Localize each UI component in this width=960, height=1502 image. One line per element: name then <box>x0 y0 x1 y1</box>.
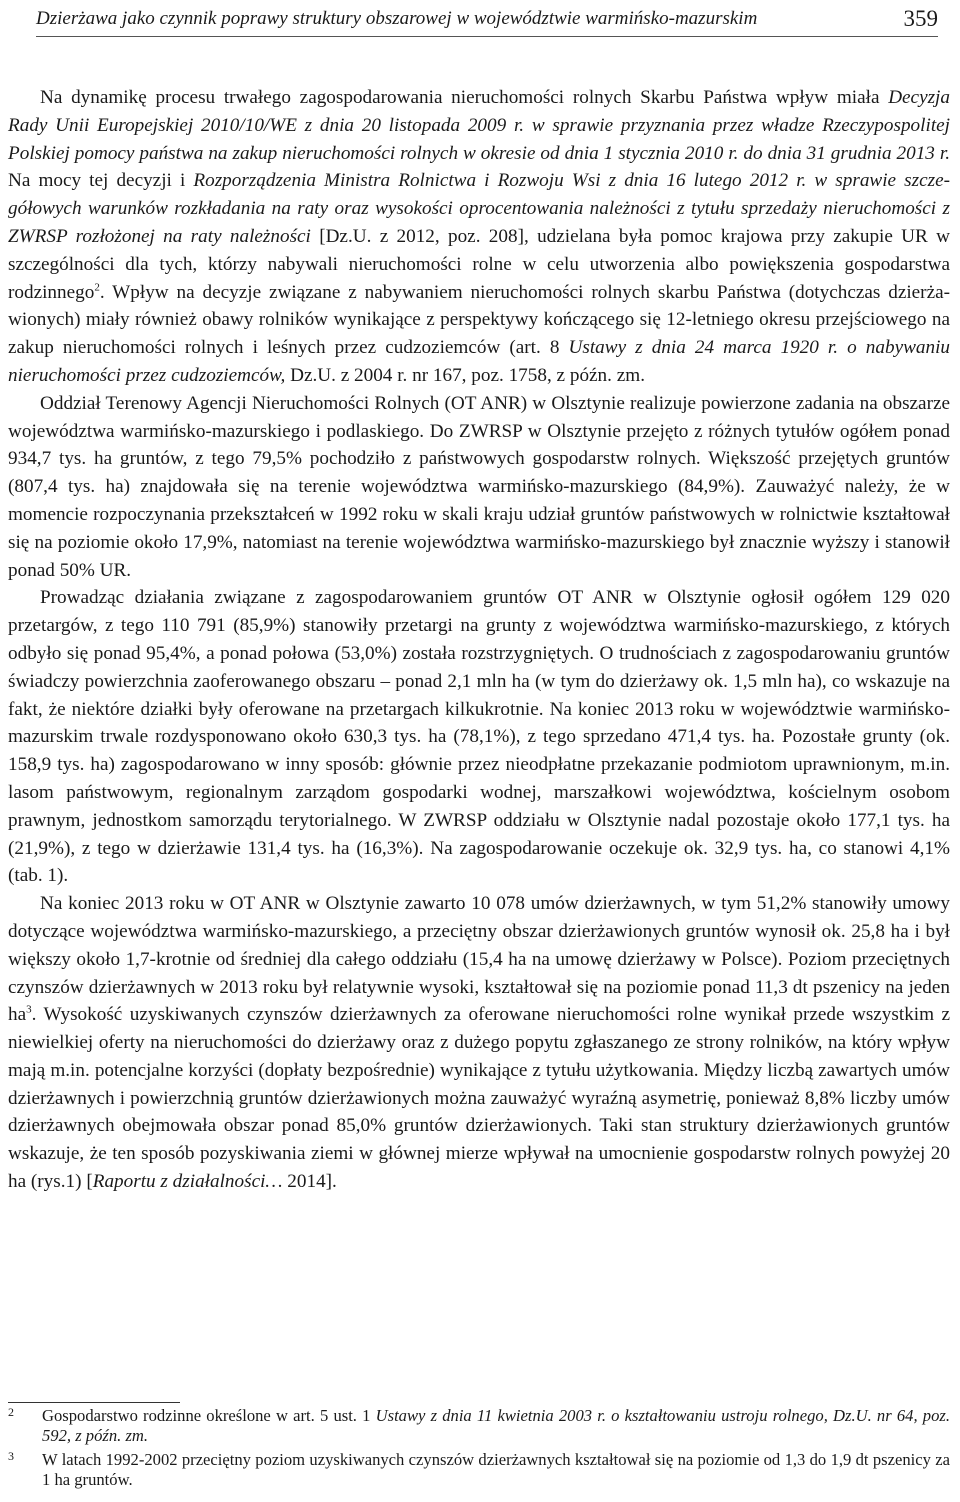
text-run: [Dz.U. z 2012, poz. 208], udzielana była pomoc krajowa przy zakupie UR w szczególności dla tych, którzy nabywali nieruchomości rolne w celu utworzenia albo powiększenia gospodarstwa rodzinnego <box>8 225 950 303</box>
text-run: Na koniec 2013 roku w OT ANR w Olsztynie zawarto 10 078 umów dzierżawnych, w tym 51,2% stanowiły umowy dotyczące województwa warmińsko-mazurskiego, a przeciętny obszar dzierżawionych gruntów wynosił ok. 25,8 ha i był większy około 1,7-krotnie od średniej dla całego oddziału (15,4 ha na umowę dzierżawy w Polsce). Poziom przeciętnych czynszów dzierżawnych w 2013 roku był relatywnie wysoki, kształtował się na poziomie ponad 11,3 dt pszenicy na jeden ha <box>8 893 950 1026</box>
text-run: . Wysokość uzyskiwanych czynszów dzierżawnych za oferowane nieruchomości rolne wynikał przede wszystkim z niewielkiej oferty na nieruchomości do dzierżawy oraz z dużego popytu zgłaszanego ze strony rolników, na który wpływ mają m.in. potencjalne korzyści (dopłaty bezpośrednie) wynikające z tytułu użytkowania. Między liczbą zawartych umów dzierżawnych i powierzchnią gruntów dzierżawionych można zauważyć wyraźną asymetrię, ponieważ 8,8% liczby umów dzierżawnych obejmowała obszar ponad 85,0% gruntów dzierżawionych. Taki stan struktury dzierżawionych gruntów wskazuje, że ten sposób pozyskiwania ziemi w głównej mierze wpływał na umocnienie gospodarstw rolnych powyżej 20 ha (rys.1) [ <box>8 1004 950 1193</box>
page-number: 359 <box>903 6 938 31</box>
footnote-number: 3 <box>8 1449 14 1463</box>
footnote-3 <box>8 1450 950 1490</box>
text-run: . Wpływ na decyzje związane z nabywaniem nieruchomości rolnych skarbu Państwa (dotychczas dzierżawionych) miały również obawy rolników wynikające z perspektywy kończącego się 12-letniego okresu przejściowego na zakup nieruchomości rolnych i leśnych przez cudzoziemców (art. 8 <box>8 281 950 359</box>
footnote-separator <box>8 1402 180 1403</box>
text-run: 2014]. <box>282 1171 337 1193</box>
text-run: W latach 1992-2002 przeciętny poziom uzyskiwanych czynszów dzierżawnych kształtował się na poziomie od 1,3 do 1,9 dt pszenicy za 1 ha gruntów. <box>42 1450 950 1489</box>
italic-run: Decyzja Rady Unii Europejskiej 2010/10/WE z dnia 20 listopada 2009 r. w sprawie przyznania przez władze Rzeczypospolitej Polskiej pomocy państwa na zakup nieruchomości rolnych w okresie od dnia 1 stycznia 2010 r. do dnia 31 grudnia 2013 r. <box>8 87 950 164</box>
paragraph-2: Oddział Terenowy Agencji Nieruchomości Rolnych (OT ANR) w Olsztynie realizuje powierzone zadania na obszarze województwa warmińsko-mazurskiego i podlaskiego. Do ZWRSP w Olsztynie przejęto z różnych tytułów ogółem ponad 934,7 tys. ha gruntów, z tego 79,5% pochodziło z państwowych gospodarstw rolnych. Większość przejętych gruntów (807,4 tys. ha) znajdowała się na terenie województwa warmińsko-mazurskiego (84,9%). Zauważyć należy, że w momencie rozpoczynania przekształceń w 1992 roku w skali kraju udział gruntów państwowych w rolnictwie kształtował się na poziomie około 17,9%, natomiast na terenie województwa warmińsko-mazurskiego był znacznie wyższy i stanowił ponad 50% UR. <box>8 392 950 581</box>
footnote-text <box>42 1406 950 1445</box>
footnotes <box>8 1406 950 1494</box>
text-run: Dz.U. z 2004 r. nr 167, poz. 1758, z późn. zm. <box>285 364 645 386</box>
running-title: Dzierżawa jako czynnik poprawy struktury obszarowej w województwie warmińsko-mazurskim <box>36 8 758 29</box>
running-header <box>36 2 938 37</box>
paragraph-4 <box>8 890 950 1196</box>
text-run: Gospodarstwo rodzinne określone w art. 5 ust. 1 <box>42 1406 376 1425</box>
footnote-ref: 3 <box>26 1003 32 1016</box>
italic-run: Raportu z działalności… <box>92 1171 283 1193</box>
paragraph-1 <box>8 84 950 390</box>
text-run: Na dynamikę procesu trwałego zagospodarowania nieruchomości rolnych Skarbu Państwa wpływ miała <box>40 87 889 108</box>
italic-run: Ustawy z dnia 11 kwietnia 2003 r. o kształtowaniu ustroju rolnego, Dz.U. nr 64, poz. 592, z późn. zm. <box>42 1406 950 1445</box>
footnote-2 <box>8 1406 950 1446</box>
paragraph-3: Prowadząc działania związane z zagospodarowaniem gruntów OT ANR w Olsztynie ogłosił ogółem 129 020 przetargów, z tego 110 791 (85,9%) stanowiły przetargi na grunty z województwa warmińsko-mazurskiego, z których odbyło się ponad 95,4%, a ponad połowa (53,0%) została rozstrzygniętych. O trudnościach z zagospodarowaniu gruntów świadczy powierzchnia zaoferowanego obszaru – ponad 2,1 mln ha (w tym do dzierżawy ok. 1,5 mln ha), co wskazuje na fakt, że niektóre działki były oferowane na przetargach kilkukrotnie. Na koniec 2013 roku w województwie warmińsko-mazurskim trwale rozdysponowano około 630,3 tys. ha (78,1%), z tego sprzedano 471,4 tys. ha. Pozostałe grunty (ok. 158,9 tys. ha) zagospodarowano w inny sposób: głównie przez nieodpłatne przekazanie podmiotom uprawnionym, m.in. lasom państwowym, regionalnym zarządom gospodarki wodnej, marszałkowi województwa, kościelnym osobom prawnym, jednostkom samorządu terytorialnego. W ZWRSP oddziału w Olsztynie nadal pozostaje około 177,1 tys. ha (21,9%), z tego w dzierżawie 131,4 tys. ha (16,3%). Na zagospodarowanie oczekuje ok. 32,9 tys. ha, co stanowi 4,1% (tab. 1). <box>8 587 950 887</box>
footnote-text <box>42 1450 950 1489</box>
footnote-number: 2 <box>8 1405 14 1419</box>
italic-run: Ustawy z dnia 24 marca 1920 r. o nabywaniu nieruchomości przez cudzoziemców, <box>8 337 950 386</box>
text-run: Na mocy tej decyzji i <box>8 170 194 192</box>
footnote-ref: 2 <box>94 281 100 294</box>
article-body <box>8 84 950 1196</box>
italic-run: Rozporządzenia Ministra Rolnictwa i Rozwoju Wsi z dnia 16 lutego 2012 r. w sprawie szczegółowych warunków rozkładania na raty oraz wysokości oprocentowania należności z tytułu sprzedaży nieruchomości z ZWRSP rozłożonej na raty należności <box>8 170 950 247</box>
